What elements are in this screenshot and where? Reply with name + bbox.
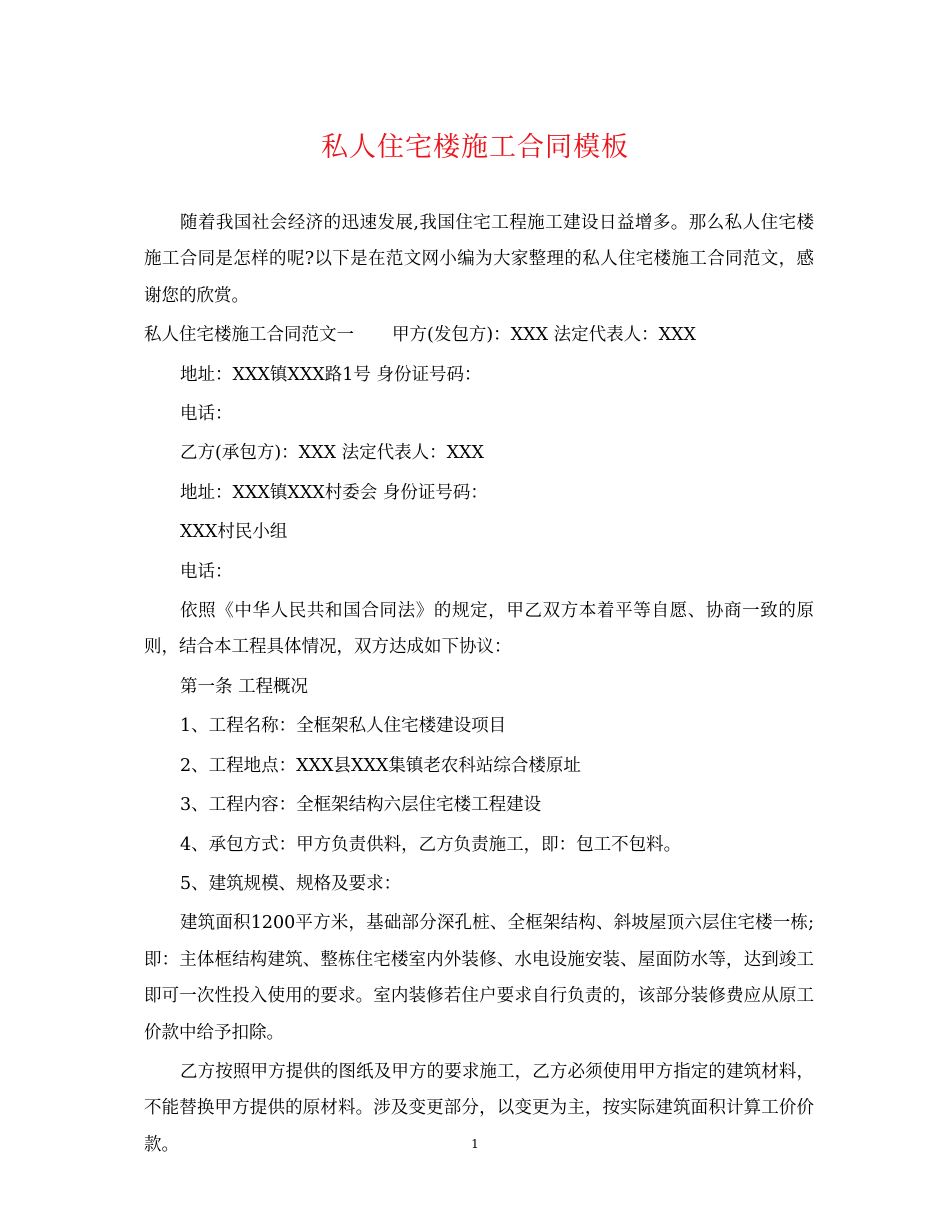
sample-heading-line	[144, 317, 814, 353]
party-b-phone: 电话：	[180, 561, 233, 582]
contract-basis-paragraph: 依照《中华人民共和国合同法》的规定，甲乙双方本着平等自愿、协商一致的原则，结合本工程具体情况，双方达成如下协议：	[144, 601, 814, 658]
project-content-item: 3、工程内容：全框架结构六层住宅楼工程建设	[180, 795, 542, 816]
party-b-line: 乙方(承包方)：XXX 法定代表人：XXX	[180, 443, 484, 464]
party-a-line: 甲方(发包方)：XXX 法定代表人：XXX	[392, 325, 696, 346]
sample-heading: 私人住宅楼施工合同范文一	[144, 325, 354, 346]
document-title: 私人住宅楼施工合同模板	[321, 132, 629, 163]
project-location-item: 2、工程地点：XXX县XXX集镇老农科站综合楼原址	[180, 755, 581, 776]
party-a-phone: 电话：	[180, 404, 233, 425]
intro-paragraph: 随着我国社会经济的迅速发展,我国住宅工程施工建设日益增多。那么私人住宅楼施工合同是怎样的呢?以下是在范文网小编为大家整理的私人住宅楼施工合同范文，感谢您的欣赏。	[144, 213, 814, 306]
article-one-heading: 第一条 工程概况	[180, 676, 309, 697]
contract-method-item: 4、承包方式：甲方负责供料，乙方负责施工，即：包工不包料。	[180, 834, 682, 855]
building-scale-item: 5、建筑规模、规格及要求：	[180, 873, 402, 894]
document-body	[144, 205, 814, 1163]
party-b-group: XXX村民小组	[180, 522, 288, 543]
party-b-address: 地址：XXX镇XXX村委会 身份证号码：	[180, 482, 488, 503]
page-number: 1	[471, 1137, 479, 1151]
building-scale-paragraph: 建筑面积1200平方米，基础部分深孔桩、全框架结构、斜坡屋顶六层住宅楼一栋;即：主体框结构建筑、整栋住宅楼室内外装修、水电设施安装、屋面防水等，达到竣工即可一次性投入使用的要求。室内装修若住户要求自行负责的，该部分装修费应从原工价款中给予扣除。	[144, 913, 814, 1043]
materials-paragraph: 乙方按照甲方提供的图纸及甲方的要求施工，乙方必须使用甲方指定的建筑材料，不能替换甲方提供的原材料。涉及变更部分，以变更为主，按实际建筑面积计算工价价款。	[144, 1061, 814, 1155]
project-name-item: 1、工程名称：全框架私人住宅楼建设项目	[180, 716, 507, 737]
party-a-address: 地址：XXX镇XXX路1号 身份证号码：	[180, 364, 482, 385]
